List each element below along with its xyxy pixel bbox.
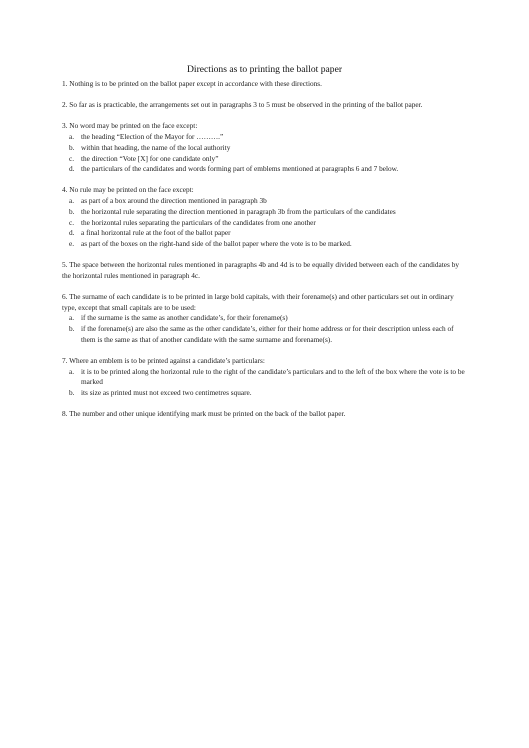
paragraph-text: 3. No word may be printed on the face except: [62,121,198,131]
list-item-text: its size as printed must not exceed two centimetres square. [81,388,252,398]
sub-item-list [62,132,466,175]
paragraph-text: 4. No rule may be printed on the face except: [62,185,194,195]
list-item-text: the horizontal rule separating the direction mentioned in paragraph 3b from the particulars of the candidates [81,206,396,216]
paragraph-text: 8. The number and other unique identifying mark must be printed on the back of the ballot paper. [62,409,346,419]
list-item-text: the particulars of the candidates and words forming part of emblems mentioned at paragraphs 6 and 7 below. [81,164,399,174]
list-item-text: if the surname is the same as another candidate’s, for their forename(s) [81,313,288,323]
list-item-marker: e. [69,238,75,248]
list-item-text: the horizontal rules separating the particulars of the candidates from one another [81,217,316,227]
paragraph-4 [62,185,466,249]
list-item [62,164,466,175]
list-item-text: as part of a box around the direction mentioned in paragraph 3b [81,196,267,206]
paragraph-text: 5. The space between the horizontal rules mentioned in paragraphs 4b and 4d is to be equally divided between each of the candidates by the horizontal rules mentioned in paragraph 4c. [62,260,460,280]
directions-body [62,79,466,431]
list-item-marker: b. [69,206,75,216]
list-item-text: as part of the boxes on the right-hand side of the ballot paper where the vote is to be marked. [81,238,352,248]
sub-item-list [62,313,466,345]
list-item [62,239,466,250]
paragraph-2 [62,100,466,111]
list-item-marker: b. [69,388,75,398]
paragraph-7 [62,356,466,399]
list-item [62,228,466,239]
list-item [62,388,466,399]
list-item [62,367,466,388]
paragraph-text: 1. Nothing is to be printed on the ballot paper except in accordance with these directions. [62,79,322,88]
list-item-marker: a. [69,313,75,323]
list-item-marker: d. [69,228,75,238]
list-item-marker: c. [69,217,75,227]
page-title: Directions as to printing the ballot paper [186,64,343,75]
list-item-text: if the forename(s) are also the same as the other candidate’s, either for their home address or for their description unless each of them is the same as that of another candidate with the same surname and forename(s). [81,324,454,344]
paragraph-6 [62,292,466,346]
list-item-marker: b. [69,324,75,334]
list-item-marker: c. [69,153,75,163]
list-item-text: it is to be printed along the horizontal rule to the right of the candidate’s particulars and to the left of the box where the vote is to be marked [81,366,465,387]
paragraph-text: 6. The surname of each candidate is to be printed in large bold capitals, with their forename(s) and other particulars set out in ordinary type, except that small capitals are to be used: [62,292,454,312]
list-item [62,207,466,218]
paragraph-3 [62,121,466,175]
list-item [62,218,466,229]
list-item-text: the direction “Vote [X] for one candidate only” [81,153,219,163]
list-item-text: the heading “Election of the Mayor for ……….” [81,132,224,142]
list-item-marker: a. [69,132,75,142]
paragraph-8 [62,409,466,420]
sub-item-list [62,367,466,399]
list-item [62,154,466,165]
list-item-marker: a. [69,366,75,376]
list-item-marker: b. [69,142,75,152]
paragraph-text: 7. Where an emblem is to be printed against a candidate’s particulars: [62,356,265,366]
list-item [62,143,466,154]
list-item-marker: a. [69,196,75,206]
list-item [62,132,466,143]
paragraph-5 [62,260,466,281]
paragraph-text: 2. So far as is practicable, the arrangements set out in paragraphs 3 to 5 must be observed in the printing of the ballot paper. [62,100,423,110]
sub-item-list [62,196,466,250]
list-item-text: a final horizontal rule at the foot of the ballot paper [81,228,231,238]
list-item [62,196,466,207]
list-item-marker: d. [69,164,75,174]
list-item [62,324,466,345]
paragraph-1 [62,79,466,90]
list-item [62,313,466,324]
list-item-text: within that heading, the name of the local authority [81,142,231,152]
